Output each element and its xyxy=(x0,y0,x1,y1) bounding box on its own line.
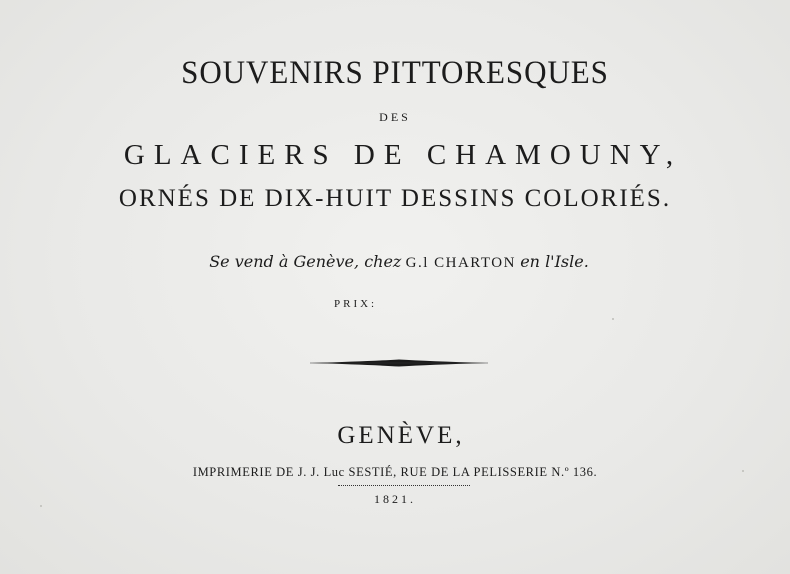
sale-suffix: en l'Isle. xyxy=(520,252,589,271)
dotted-rule xyxy=(338,485,470,486)
title-line-souvenirs: SOUVENIRS PITTORESQUES xyxy=(181,55,609,91)
title-line-glaciers: GLACIERS DE CHAMOUNY, xyxy=(123,139,683,171)
paper-speck xyxy=(40,505,42,507)
ornamental-rule xyxy=(310,354,488,372)
printer-imprint: IMPRIMERIE DE J. J. Luc SESTIÉ, RUE DE LA PELISSERIE N.º 136. xyxy=(192,465,598,479)
paper-speck xyxy=(612,318,614,320)
place-of-publication: GENÈVE, xyxy=(337,422,465,449)
title-line-des: DES xyxy=(379,110,411,124)
seller-name: G.l CHARTON xyxy=(405,255,516,271)
paper-speck xyxy=(742,470,744,472)
price-label: PRIX: xyxy=(334,298,378,310)
sale-prefix: Se vend à Genève, chez xyxy=(209,252,402,271)
publication-year: 1821. xyxy=(374,492,416,506)
sale-statement xyxy=(0,252,790,272)
title-line-ornes: ORNÉS DE DIX-HUIT DESSINS COLORIÉS. xyxy=(118,185,672,212)
